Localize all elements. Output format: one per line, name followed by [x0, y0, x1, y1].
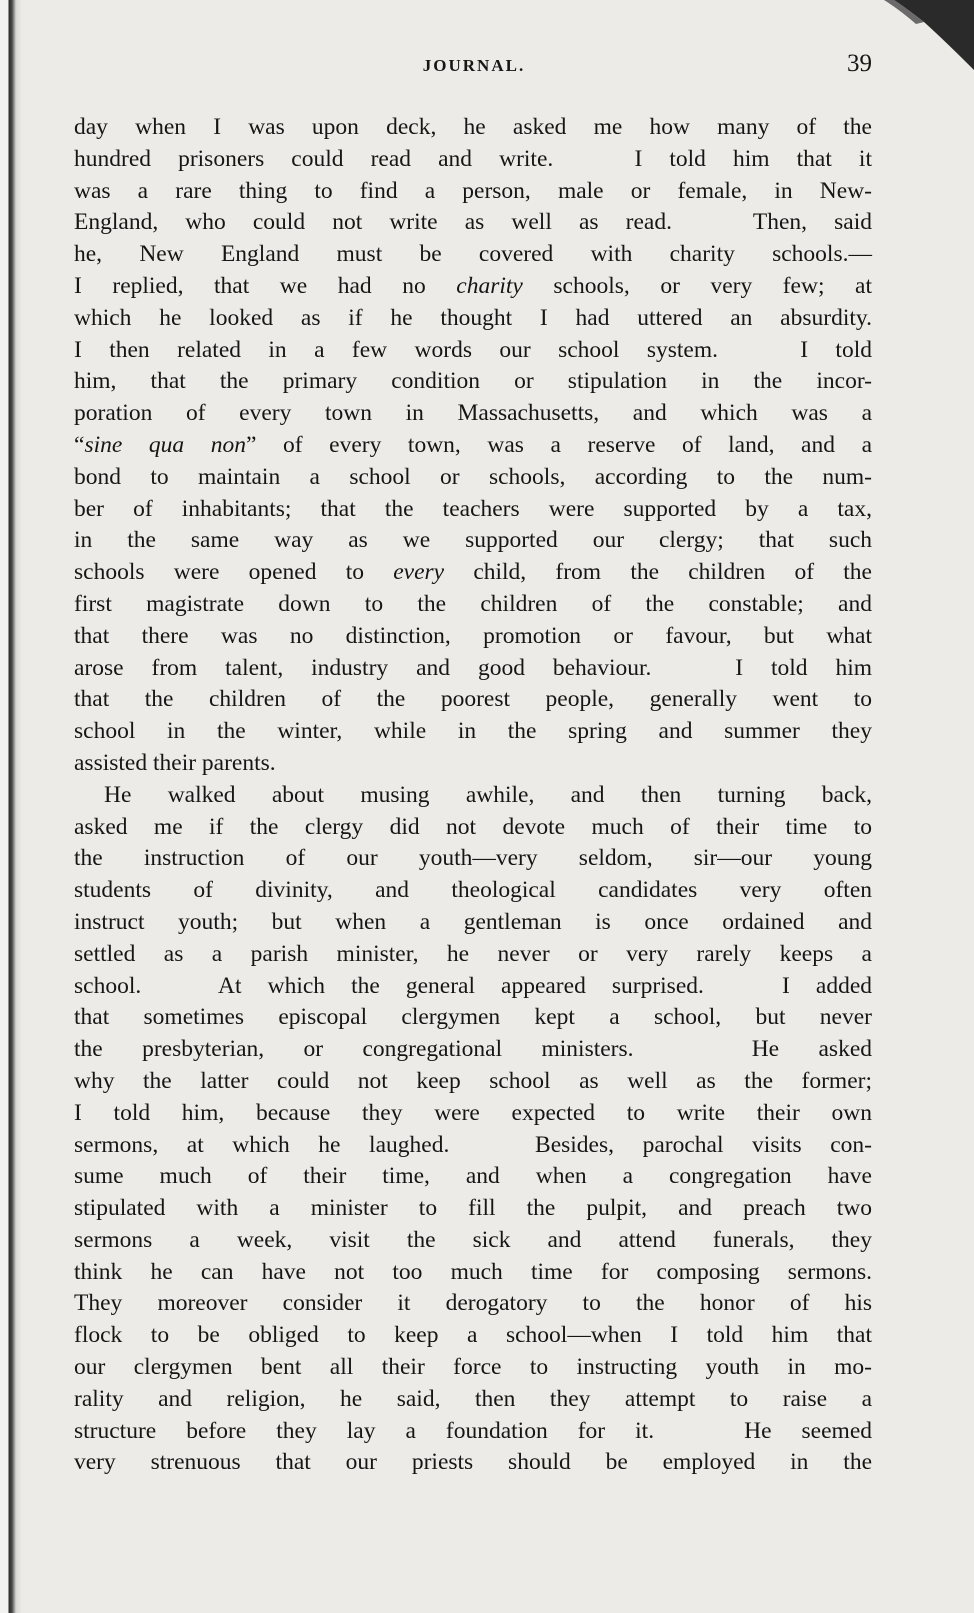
text-span: hundred prisoners could read and write. I told him that it [74, 145, 872, 172]
text-line [74, 621, 872, 653]
page-number: 39 [847, 50, 872, 77]
text-span: I replied, that we had no [74, 272, 457, 299]
text-span: day when I was upon deck, he asked me how many of the [74, 114, 872, 140]
text-line [74, 1066, 872, 1098]
text-span: England, who could not write as well as read. Then, said [74, 209, 872, 236]
text-line [74, 684, 872, 716]
text-line [74, 1130, 872, 1162]
text-span: I told him, because they were expected to write their own [74, 1099, 872, 1126]
text-line [74, 1352, 872, 1384]
text-span: asked me if the clergy did not devote much of their time to [74, 813, 872, 840]
text-span: ber of inhabitants; that the teachers were supported by a tax, [74, 495, 872, 522]
text-span: rality and religion, he said, then they attempt to raise a [74, 1385, 872, 1412]
text-line [74, 1447, 872, 1479]
text-line [74, 239, 872, 271]
page-corner-shadow [864, 0, 974, 70]
text-line [74, 1288, 872, 1320]
text-span: schools were opened to [74, 559, 394, 586]
text-line [74, 939, 872, 971]
running-head [76, 50, 872, 84]
text-line [74, 907, 872, 939]
text-line [74, 112, 872, 144]
italic-text: every [393, 559, 445, 586]
text-span: students of divinity, and theological candidates very often [74, 877, 872, 904]
text-span: He walked about musing awhile, and then turning back, [104, 781, 872, 808]
text-line [74, 748, 872, 780]
text-line [74, 971, 872, 1003]
running-title: JOURNAL. [422, 56, 526, 75]
text-span: “ [74, 431, 85, 458]
italic-text: charity [456, 272, 523, 299]
text-span: in the same way as we supported our clergy; that such [74, 527, 872, 554]
binding-edge [0, 0, 22, 1613]
text-line [74, 1225, 872, 1257]
text-line [74, 1002, 872, 1034]
text-span: school in the winter, while in the spring and summer they [74, 718, 872, 745]
text-span: arose from talent, industry and good behaviour. I told him [74, 654, 872, 681]
text-span: ” of every town, was a reserve of land, and a [245, 431, 872, 458]
text-line [74, 271, 872, 303]
text-span: think he can have not too much time for composing sermons. [74, 1258, 872, 1285]
text-span: They moreover consider it derogatory to the honor of his [74, 1290, 872, 1317]
text-line [74, 494, 872, 526]
text-line [74, 335, 872, 367]
text-line [74, 653, 872, 685]
text-line [74, 430, 872, 462]
text-line [74, 589, 872, 621]
text-span: structure before they lay a foundation for it. He seemed [74, 1417, 872, 1444]
text-span: settled as a parish minister, he never or very rarely keeps a [74, 940, 872, 967]
text-line [74, 1098, 872, 1130]
text-line [74, 557, 872, 589]
text-span: was a rare thing to find a person, male or female, in New- [74, 177, 872, 204]
text-span: sume much of their time, and when a congregation have [74, 1163, 872, 1190]
text-span: poration of every town in Massachusetts, and which was a [74, 400, 872, 427]
text-line [74, 1034, 872, 1066]
text-span: sermons a week, visit the sick and attend funerals, they [74, 1226, 872, 1253]
text-line [74, 1384, 872, 1416]
text-span: the presbyterian, or congregational ministers. He asked [74, 1036, 872, 1063]
text-line [74, 843, 872, 875]
text-line [74, 176, 872, 208]
text-line [74, 1257, 872, 1289]
text-span: the instruction of our youth—very seldom, sir—our young [74, 845, 872, 872]
text-span: instruct youth; but when a gentleman is once ordained and [74, 908, 872, 935]
text-line [74, 812, 872, 844]
text-line [74, 462, 872, 494]
text-line [74, 1161, 872, 1193]
text-span: that sometimes episcopal clergymen kept a school, but never [74, 1004, 872, 1031]
text-span: child, from the children of the [444, 559, 872, 586]
text-line [74, 525, 872, 557]
text-span: schools, or very few; at [522, 272, 872, 299]
text-span: he, New England must be covered with charity schools.— [74, 241, 872, 268]
text-line [74, 1193, 872, 1225]
text-span: I then related in a few words our school system. I told [74, 336, 872, 363]
text-line [74, 207, 872, 239]
text-span: school. At which the general appeared surprised. I added [74, 972, 872, 999]
text-span: flock to be obliged to keep a school—when I told him that [74, 1322, 872, 1349]
text-line [74, 1320, 872, 1352]
text-span: stipulated with a minister to fill the pulpit, and preach two [74, 1195, 872, 1222]
text-line [74, 716, 872, 748]
text-line [74, 366, 872, 398]
text-span: him, that the primary condition or stipulation in the incor- [74, 368, 872, 395]
text-line [74, 144, 872, 176]
text-line [74, 780, 872, 812]
text-line [74, 875, 872, 907]
italic-text: sine qua non [84, 431, 246, 458]
text-span: that the children of the poorest people, generally went to [74, 686, 872, 713]
text-span: sermons, at which he laughed. Besides, parochal visits con- [74, 1131, 872, 1158]
text-span: our clergymen bent all their force to instructing youth in mo- [74, 1354, 872, 1381]
text-span: very strenuous that our priests should be employed in the [74, 1449, 872, 1476]
text-span: that there was no distinction, promotion or favour, but what [74, 622, 872, 649]
text-span: which he looked as if he thought I had uttered an absurdity. [74, 304, 872, 331]
body-text [74, 112, 872, 1479]
text-line [74, 398, 872, 430]
text-span: first magistrate down to the children of the constable; and [74, 590, 872, 617]
text-line [74, 1416, 872, 1448]
text-line [74, 303, 872, 335]
text-span: bond to maintain a school or schools, according to the num- [74, 463, 872, 490]
text-span: assisted their parents. [74, 749, 276, 776]
text-span: why the latter could not keep school as well as the former; [74, 1067, 872, 1094]
